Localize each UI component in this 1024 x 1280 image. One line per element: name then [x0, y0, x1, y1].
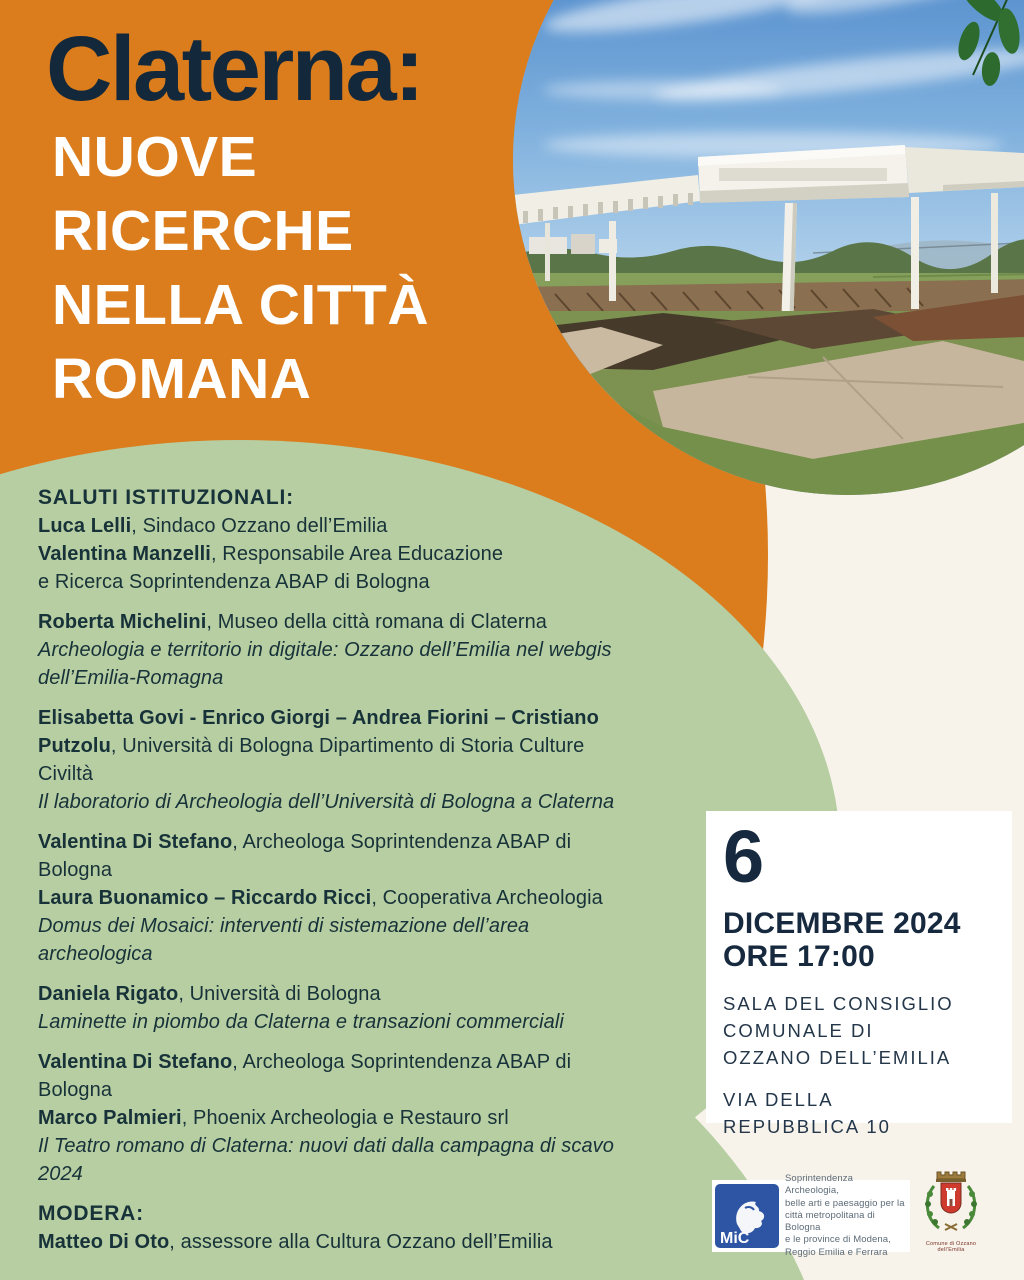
- mic-logo-text: [785, 1173, 907, 1259]
- event-venue: [723, 990, 998, 1071]
- mic-text-line: belle arti e paesaggio per la: [785, 1197, 905, 1209]
- program-line: Marco Palmieri, Phoenix Archeologia e Restauro srl: [38, 1107, 509, 1129]
- svg-text:MiC: MiC: [720, 1230, 750, 1247]
- program-line: Putzolu, Università di Bologna Dipartimento di Storia Culture: [38, 735, 585, 757]
- event-address: [723, 1086, 998, 1140]
- venue-line: OZZANO DELL’EMILIA: [723, 1047, 952, 1068]
- program-line: archeologica: [38, 943, 153, 965]
- event-info-card: [706, 811, 1012, 1137]
- program-line: 2024: [38, 1163, 83, 1185]
- mic-text-line: Reggio Emilia e Ferrara: [785, 1246, 888, 1258]
- mic-text-line: città metropolitana di Bologna: [785, 1209, 875, 1234]
- program-line: Bologna: [38, 1079, 113, 1101]
- subtitle-line: ROMANA: [52, 347, 312, 411]
- address-line: REPUBBLICA 10: [723, 1116, 891, 1137]
- program-heading: SALUTI ISTITUZIONALI:: [38, 486, 294, 509]
- program-line: Laura Buonamico – Riccardo Ricci, Cooperativa Archeologia: [38, 887, 603, 909]
- program-line: Luca Lelli, Sindaco Ozzano dell’Emilia: [38, 515, 388, 537]
- program-line: Domus dei Mosaici: interventi di sistemazione dell’area: [38, 915, 530, 937]
- program-line: Il Teatro romano di Claterna: nuovi dati dalla campagna di scavo: [38, 1135, 614, 1157]
- subtitle-line: NUOVE: [52, 125, 258, 189]
- program-line: Roberta Michelini, Museo della città romana di Claterna: [38, 611, 548, 633]
- venue-line: COMUNALE DI: [723, 1020, 874, 1041]
- program-list: [38, 484, 718, 1256]
- program-line: Daniela Rigato, Università di Bologna: [38, 983, 381, 1005]
- program-line: Il laboratorio di Archeologia dell’Università di Bologna a Claterna: [38, 791, 615, 813]
- program-line: Civiltà: [38, 763, 94, 785]
- comune-coat-of-arms: [914, 1166, 988, 1253]
- program-line: Valentina Di Stefano, Archeologa Soprintendenza ABAP di: [38, 1051, 572, 1073]
- subtitle-line: NELLA CITTÀ: [52, 273, 430, 337]
- coat-of-arms-icon: [919, 1166, 983, 1240]
- program-line: e Ricerca Soprintendenza ABAP di Bologna: [38, 571, 430, 593]
- program-line: Valentina Manzelli, Responsabile Area Educazione: [38, 543, 504, 565]
- program-line: Bologna: [38, 859, 113, 881]
- program-line: Matteo Di Oto, assessore alla Cultura Ozzano dell’Emilia: [38, 1231, 553, 1253]
- program-line: dell’Emilia-Romagna: [38, 667, 224, 689]
- poster-subtitle: [52, 120, 429, 416]
- coat-of-arms-caption: Comune di Ozzano dell’Emilia: [925, 1241, 977, 1253]
- program-moderator-heading: MODERA:: [38, 1202, 144, 1225]
- subtitle-line: RICERCHE: [52, 199, 354, 263]
- event-time: ORE 17:00: [723, 940, 875, 973]
- program-line: Elisabetta Govi - Enrico Giorgi – Andrea Fiorini – Cristiano: [38, 707, 599, 729]
- event-day: 6: [723, 815, 765, 898]
- event-date: [723, 907, 998, 973]
- address-line: VIA DELLA: [723, 1089, 834, 1110]
- program-line: Valentina Di Stefano, Archeologa Soprintendenza ABAP di: [38, 831, 572, 853]
- mic-text-line: Soprintendenza Archeologia,: [785, 1172, 853, 1197]
- poster-title: Claterna:: [46, 18, 423, 120]
- mic-soprintendenza-logo: [712, 1172, 910, 1258]
- mic-text-line: e le province di Modena,: [785, 1234, 891, 1246]
- event-month-year: DICEMBRE 2024: [723, 907, 961, 940]
- venue-line: SALA DEL CONSIGLIO: [723, 993, 954, 1014]
- mic-logo-icon: [715, 1184, 779, 1248]
- program-line: Archeologia e territorio in digitale: Ozzano dell’Emilia nel webgis: [38, 639, 612, 661]
- program-line: Laminette in piombo da Claterna e transazioni commerciali: [38, 1011, 564, 1033]
